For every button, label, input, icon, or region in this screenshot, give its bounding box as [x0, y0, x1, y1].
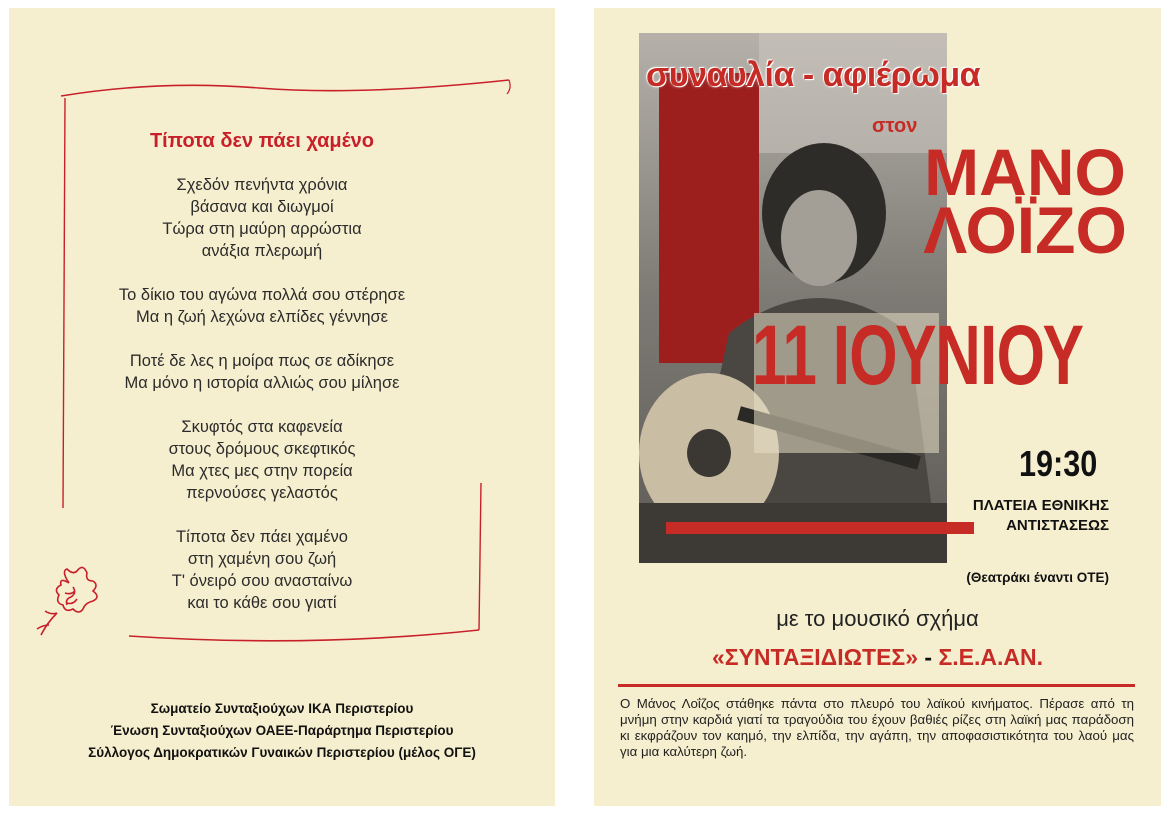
left-page: [9, 8, 555, 806]
musician-photo: [639, 33, 947, 563]
event-date: 11 ΙΟΥΝΙΟΥ: [752, 308, 1084, 402]
poem-stanza: [67, 526, 457, 614]
carnation-icon: [29, 563, 109, 643]
event-venue: (Θεατράκι έναντι ΟΤΕ): [966, 570, 1109, 585]
event-time: 19:30: [1019, 443, 1098, 484]
poem-line: Μα η ζωή λεχώνα ελπίδες γέννησε: [135, 308, 389, 326]
poem-stanza: [67, 350, 457, 394]
poem-line: Σχεδόν πενήντα χρόνια: [176, 176, 348, 194]
red-accent-bar: [666, 522, 974, 534]
poem-line: περνούσες γελαστός: [186, 484, 338, 502]
poem-stanza: [67, 416, 457, 504]
divider: [618, 684, 1135, 687]
artist-name-line2: ΛΟΪΖΟ: [923, 193, 1127, 267]
poem-line: Σκυφτός στα καφενεία: [181, 418, 343, 436]
poem-stanza: [67, 174, 457, 262]
place-line1: ΠΛΑΤΕΙΑ ΕΘΝΙΚΗΣ: [972, 497, 1109, 514]
band-separator: -: [918, 644, 939, 670]
poem-title: Τίποτα δεν πάει χαμένο: [149, 130, 375, 152]
band-name: [594, 644, 1161, 671]
place-line2: ΑΝΤΙΣΤΑΣΕΩΣ: [1006, 517, 1109, 534]
poem-line: βάσανα και διωγμοί: [190, 198, 334, 216]
poem-stanza: [67, 284, 457, 328]
band-organization: Σ.Ε.Α.ΑΝ.: [938, 644, 1044, 670]
organization-line: Σωματείο Συνταξιούχων ΙΚΑ Περιστερίου: [150, 701, 414, 716]
poem-line: Τ' όνειρό σου ανασταίνω: [171, 572, 353, 590]
poem-line: στη χαμένη σου ζωή: [187, 550, 337, 568]
poem-line: Μα χτες μες στην πορεία: [171, 462, 353, 480]
poem-line: Τώρα στη μαύρη αρρώστια: [162, 220, 362, 238]
poem: [67, 174, 457, 636]
poem-line: Ποτέ δε λες η μοίρα πως σε αδίκησε: [129, 352, 395, 370]
band-name-text: «ΣΥΝΤΑΞΙΔΙΩΤΕΣ»: [711, 644, 919, 670]
poem-line: και το κάθε σου γιατί: [187, 594, 337, 612]
poem-line: Το δίκιο του αγώνα πολλά σου στέρησε: [118, 286, 406, 304]
right-page: [594, 8, 1161, 806]
band-intro: με το μουσικό σχήμα: [776, 606, 979, 631]
artist-name: [910, 135, 1140, 267]
poem-line: Μα μόνο η ιστορία αλλιώς σου μίλησε: [124, 374, 400, 392]
poem-line: Τίποτα δεν πάει χαμένο: [176, 528, 348, 546]
organization-line: Σύλλογος Δημοκρατικών Γυναικών Περιστερίου (μέλος ΟΓΕ): [88, 745, 476, 760]
poem-line: στους δρόμους σκεφτικός: [168, 440, 356, 458]
organization-line: Ένωση Συνταξιούχων ΟΑΕΕ-Παράρτημα Περιστερίου: [110, 723, 454, 738]
poem-line: ανάξια πλερωμή: [201, 242, 323, 260]
organizations: [9, 698, 555, 764]
description: Ο Μάνος Λοΐζος στάθηκε πάντα στο πλευρό του λαϊκού κινήματος. Πέρασε από τη μνήμη στην καρδιά γιατί τα τραγούδια του έχουν βαθιές ρίζες στη λαϊκή μας παράδοση κι εκφράζουν τον καημό, την ελπίδα, την αγάπη, την αποφασιστικότητα του λαού μας για μια καλύτερη ζωή.: [620, 696, 1134, 759]
event-subtitle: στον: [872, 115, 918, 137]
event-title: συναυλία - αφιέρωμα: [646, 56, 981, 94]
artist-name-line1: ΜΑΝΟ: [924, 135, 1126, 209]
